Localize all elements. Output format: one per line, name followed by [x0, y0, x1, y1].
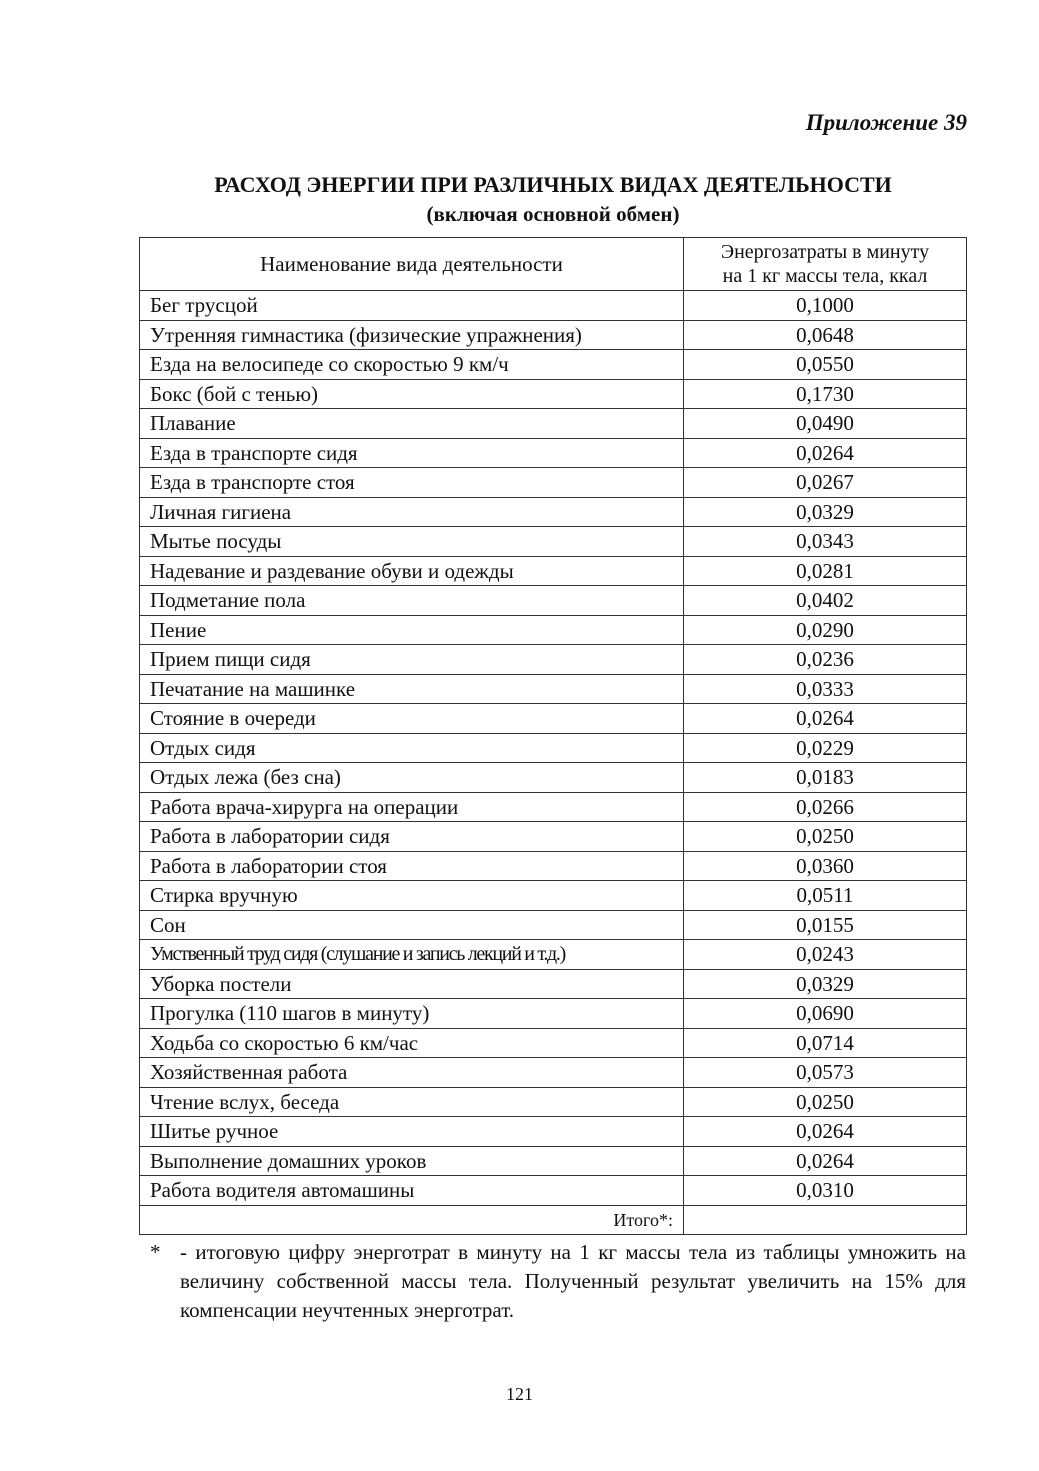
- table-row: [140, 674, 967, 704]
- activity-name: Сон: [140, 910, 684, 940]
- activity-name: Чтение вслух, беседа: [140, 1087, 684, 1117]
- energy-value: 0,0243: [684, 940, 967, 970]
- table-row: [140, 969, 967, 999]
- table-row: [140, 615, 967, 645]
- energy-value: 0,0310: [684, 1176, 967, 1206]
- energy-value: 0,0250: [684, 1087, 967, 1117]
- table-row: [140, 556, 967, 586]
- table-row: [140, 438, 967, 468]
- table-row: [140, 999, 967, 1029]
- table-row: [140, 409, 967, 439]
- table-row: [140, 792, 967, 822]
- header-activity-name: Наименование вида деятельности: [140, 238, 684, 291]
- table-row: [140, 1117, 967, 1147]
- energy-value: 0,0402: [684, 586, 967, 616]
- activity-name: Плавание: [140, 409, 684, 439]
- table-row: [140, 1176, 967, 1206]
- activity-name: Отдых лежа (без сна): [140, 763, 684, 793]
- energy-value: 0,0266: [684, 792, 967, 822]
- energy-table: [139, 237, 967, 1235]
- table-body: [140, 291, 967, 1206]
- total-label: Итого*:: [140, 1205, 684, 1235]
- energy-value: 0,0250: [684, 822, 967, 852]
- energy-value: 0,0264: [684, 704, 967, 734]
- appendix-label: Приложение 39: [805, 110, 967, 135]
- activity-name: Личная гигиена: [140, 497, 684, 527]
- energy-value: 0,0490: [684, 409, 967, 439]
- header-energy-value: [684, 238, 967, 291]
- table-row: [140, 379, 967, 409]
- table-row: [140, 851, 967, 881]
- energy-value: 0,0343: [684, 527, 967, 557]
- activity-name: Прием пищи сидя: [140, 645, 684, 675]
- activity-name: Бег трусцой: [140, 291, 684, 321]
- total-row: [140, 1205, 967, 1235]
- table-row: [140, 881, 967, 911]
- document-title: РАСХОД ЭНЕРГИИ ПРИ РАЗЛИЧНЫХ ВИДАХ ДЕЯТЕЛЬНОСТИ: [214, 172, 892, 197]
- energy-value: 0,0550: [684, 350, 967, 380]
- table-row: [140, 350, 967, 380]
- table-row: [140, 1058, 967, 1088]
- energy-value: 0,0329: [684, 969, 967, 999]
- energy-value: 0,0714: [684, 1028, 967, 1058]
- activity-name: Отдых сидя: [140, 733, 684, 763]
- activity-name: Работа в лаборатории стоя: [140, 851, 684, 881]
- activity-name: Езда в транспорте стоя: [140, 468, 684, 498]
- table-row: [140, 586, 967, 616]
- activity-name: Шитье ручное: [140, 1117, 684, 1147]
- energy-value: 0,1730: [684, 379, 967, 409]
- table-row: [140, 940, 967, 970]
- energy-value: 0,0264: [684, 1146, 967, 1176]
- energy-value: 0,0229: [684, 733, 967, 763]
- energy-value: 0,0573: [684, 1058, 967, 1088]
- energy-value: 0,0267: [684, 468, 967, 498]
- table-row: [140, 822, 967, 852]
- table-row: [140, 763, 967, 793]
- activity-name: Умственный труд сидя (слушание и запись лекций и т.д.): [140, 940, 684, 970]
- energy-value: 0,0648: [684, 320, 967, 350]
- activity-name: Хозяйственная работа: [140, 1058, 684, 1088]
- activity-name: Печатание на машинке: [140, 674, 684, 704]
- table-header-row: [140, 238, 967, 291]
- footnote-star: *: [150, 1240, 161, 1264]
- table-row: [140, 497, 967, 527]
- energy-value: 0,0155: [684, 910, 967, 940]
- energy-value: 0,0290: [684, 615, 967, 645]
- header-energy-line1: Энергозатраты в минуту: [720, 241, 930, 263]
- activity-name: Стирка вручную: [140, 881, 684, 911]
- energy-value: 0,0360: [684, 851, 967, 881]
- activity-name: Надевание и раздевание обуви и одежды: [140, 556, 684, 586]
- table-row: [140, 704, 967, 734]
- energy-value: 0,0511: [684, 881, 967, 911]
- energy-value: 0,0236: [684, 645, 967, 675]
- activity-name: Пение: [140, 615, 684, 645]
- activity-name: Езда на велосипеде со скоростью 9 км/ч: [140, 350, 684, 380]
- document-subtitle: (включая основной обмен): [426, 202, 680, 226]
- energy-value: 0,0183: [684, 763, 967, 793]
- activity-name: Ходьба со скоростью 6 км/час: [140, 1028, 684, 1058]
- header-energy-line2: на 1 кг массы тела, ккал: [722, 265, 928, 287]
- energy-value: 0,0690: [684, 999, 967, 1029]
- activity-name: Работа водителя автомашины: [140, 1176, 684, 1206]
- table-row: [140, 468, 967, 498]
- activity-name: Езда в транспорте сидя: [140, 438, 684, 468]
- footnote: [150, 1238, 966, 1325]
- activity-name: Подметание пола: [140, 586, 684, 616]
- table-row: [140, 1028, 967, 1058]
- energy-value: 0,1000: [684, 291, 967, 321]
- activity-name: Прогулка (110 шагов в минуту): [140, 999, 684, 1029]
- total-value: [684, 1205, 967, 1235]
- activity-name: Утренняя гимнастика (физические упражнения): [140, 320, 684, 350]
- energy-value: 0,0281: [684, 556, 967, 586]
- table-row: [140, 645, 967, 675]
- energy-value: 0,0333: [684, 674, 967, 704]
- table-row: [140, 910, 967, 940]
- table-row: [140, 1146, 967, 1176]
- activity-name: Уборка постели: [140, 969, 684, 999]
- energy-value: 0,0264: [684, 438, 967, 468]
- table-row: [140, 733, 967, 763]
- energy-value: 0,0329: [684, 497, 967, 527]
- footnote-text: - итоговую цифру энерготрат в минуту на 1 кг массы тела из таблицы умножить на величину собственной массы тела. Полученный результат увеличить на 15% для компенсации неучтенных энерготрат.: [180, 1240, 966, 1322]
- activity-name: Работа врача-хирурга на операции: [140, 792, 684, 822]
- activity-name: Выполнение домашних уроков: [140, 1146, 684, 1176]
- activity-name: Стояние в очереди: [140, 704, 684, 734]
- activity-name: Мытье посуды: [140, 527, 684, 557]
- table-row: [140, 527, 967, 557]
- table-row: [140, 1087, 967, 1117]
- activity-name: Бокс (бой с тенью): [140, 379, 684, 409]
- table-row: [140, 291, 967, 321]
- table-row: [140, 320, 967, 350]
- page-number: 121: [506, 1384, 533, 1404]
- activity-name: Работа в лаборатории сидя: [140, 822, 684, 852]
- energy-value: 0,0264: [684, 1117, 967, 1147]
